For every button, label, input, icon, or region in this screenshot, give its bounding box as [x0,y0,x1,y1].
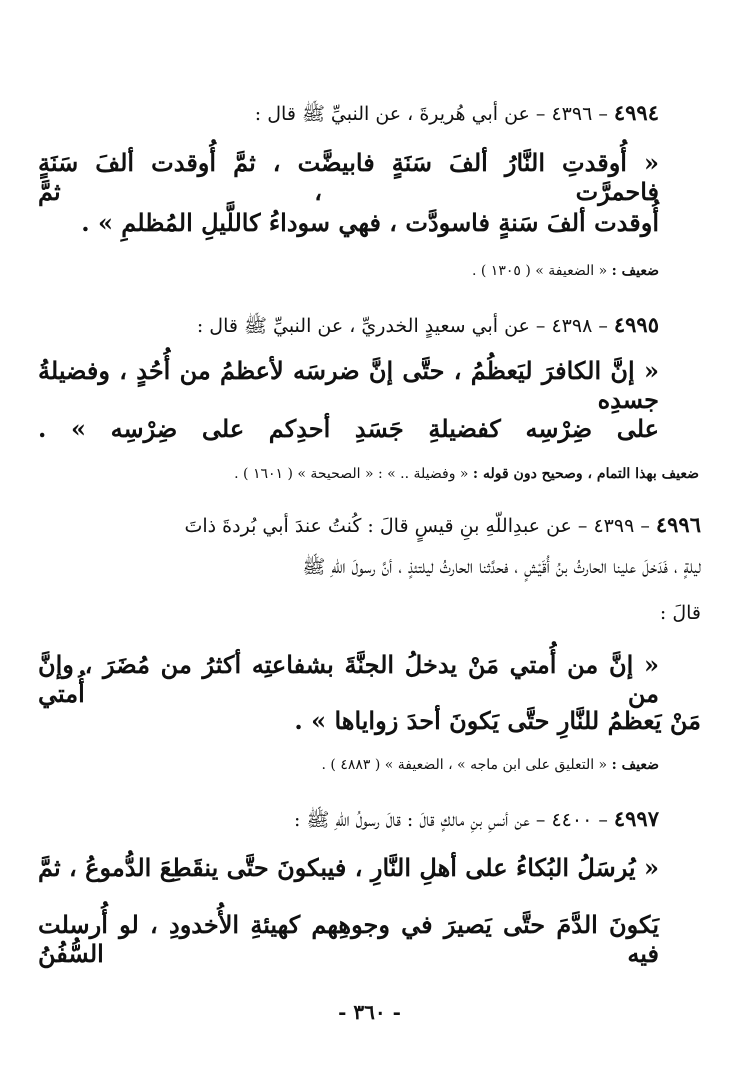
hadith-4994-header [255,100,659,130]
hadith-chain: – ٤٣٩٨ – عن أبي سعيدٍ الخدريِّ ، عن النبيِّ ﷺ قال : [196,315,608,337]
hadith-chain: – ٤٣٩٦ – عن أبي هُريرةَ ، عن النبيِّ ﷺ قال : [254,103,608,125]
grading-label: ضعيف بهذا التمام ، وصحيح دون قوله : [472,466,699,482]
hadith-4996-header-line-3: قالَ : [659,602,701,624]
hadith-4994-text-line-2: أُوقدت ألفَ سَنةٍ فاسودَّت ، فهي سوداءُ كاللَّيلِ المُظلمِ » . [81,208,659,237]
hadith-4995-text-line-1: « إنَّ الكافرَ ليَعظُمُ ، حتَّى إنَّ ضرسَه لأعظمُ من أُحُدٍ ، وفضيلةُ جسدِه [38,356,659,414]
grading-label: ضعيف : [611,757,659,773]
hadith-number: ٤٩٩٧ [613,806,659,831]
hadith-4997-text-line-2: يَكونَ الدَّمَ حتَّى يَصيرَ في وجوهِهم كهيئةِ الأُخدودِ ، لو أُرسلت فيه السُّفُنُ [38,910,659,968]
hadith-4996-text-line-2: مَنْ يَعظمُ للنَّارِ حتَّى يَكونَ أحدَ زواياها » . [294,706,701,735]
hadith-chain: – ٤٣٩٩ – عن عبدِاللّهِ بنِ قيسٍ قالَ : كُنتُ عندَ أبي بُردةَ ذاتَ [184,515,650,537]
hadith-4996-text-line-1: « إنَّ من أُمتي مَنْ يدخلُ الجنَّةَ بشفاعتِه أكثرُ من مُضَرَ ، وإنَّ من أُمتي [38,650,659,708]
hadith-4995-header [197,312,659,342]
hadith-4995-grading [234,466,699,482]
hadith-4996-header-line-2: ليلةٍ ، فَدَخلَ علينا الحارثُ بنُ أُقَيْشٍ ، فحدَّثنا الحارثُ ليلتئذٍ ، أنَّ رسولَ اللّهِ ﷺ [302,556,701,578]
grading-text: « وفضيلة .. » : « الصحيحة » ( ١٦٠١ ) . [234,466,469,482]
hadith-4996-grading [322,757,660,773]
page-number: - ٣٦٠ - [338,1000,401,1024]
hadith-4997-text-line-1: « يُرسَلُ البُكاءُ على أهلِ النَّارِ ، فيبكونَ حتَّى ينقَطِعَ الدُّموعُ ، ثمَّ [38,853,659,882]
hadith-number: ٤٩٩٥ [613,312,659,337]
hadith-number: ٤٩٩٦ [655,512,701,537]
hadith-4996-header [185,512,701,537]
grading-text: « الضعيفة » ( ١٣٠٥ ) . [471,263,608,279]
hadith-number: ٤٩٩٤ [613,100,659,125]
grading-text: « التعليق على ابن ماجه » ، الضعيفة » ( ٤٨٨٣ ) . [321,757,608,773]
hadith-4995-text-line-2: على ضِرْسِه كفضيلةِ جَسَدِ أحدِكم على ضِرْسِه » . [38,414,659,443]
hadith-4994-grading [472,263,659,279]
grading-label: ضعيف : [611,263,659,279]
hadith-chain: – ٤٤٠٠ – عن أنسِ بنِ مالكٍ قالَ : قالَ رسولُ اللّهِ ﷺ : [294,809,608,831]
hadith-4997-header [294,806,659,836]
hadith-4994-text-line-1: « أُوقدتِ النَّارُ ألفَ سَنَةٍ فابيضَّت ، ثمَّ أُوقدت ألفَ سَنَةٍ فاحمرَّت ، ثمَّ [38,148,659,206]
